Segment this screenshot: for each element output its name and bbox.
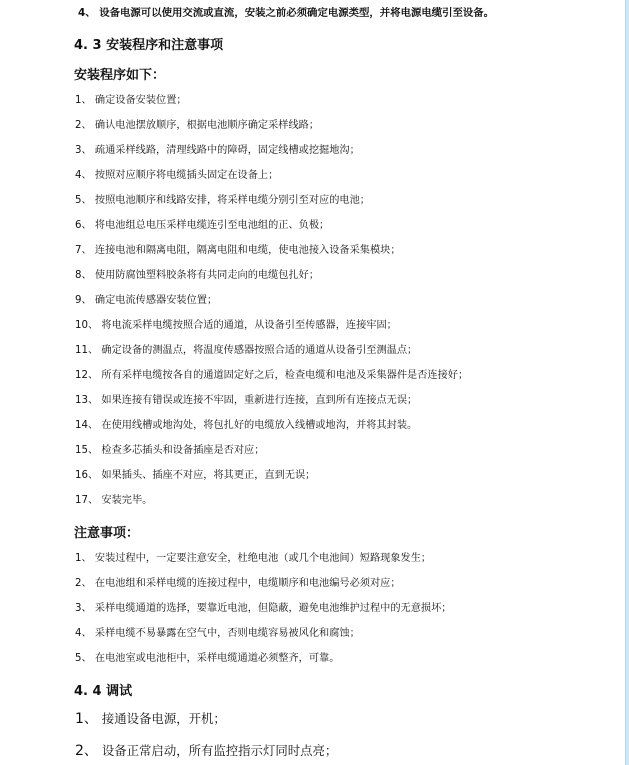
debug-step — [75, 712, 226, 726]
install-procedure-heading: 安装程序如下： — [74, 68, 166, 83]
debug-step-number: 1、 — [75, 711, 98, 727]
install-step: 3、 疏通采样线路，清理线路中的障碍，固定线槽或挖掘地沟； — [75, 145, 360, 156]
install-step: 11、 确定设备的测温点，将温度传感器按照合适的通道从设备引至测温点； — [75, 345, 418, 356]
install-step: 1、 确定设备安装位置； — [75, 95, 187, 106]
install-step: 4、 按照对应顺序将电缆插头固定在设备上； — [75, 170, 279, 181]
install-step: 6、 将电池组总电压采样电缆连引至电池组的正、负极； — [75, 220, 330, 231]
install-step: 9、 确定电流传感器安装位置； — [75, 295, 218, 306]
install-step: 14、 在使用线槽或地沟处，将包扎好的电缆放入线槽或地沟，并将其封装。 — [75, 420, 418, 431]
note-item: 2、 在电池组和采样电缆的连接过程中，电缆顺序和电池编号必须对应； — [75, 578, 401, 589]
install-step: 8、 使用防腐蚀塑料胶条将有共同走向的电缆包扎好； — [75, 270, 320, 281]
note-item: 3、 采样电缆通道的选择，要靠近电池，但隐蔽，避免电池维护过程中的无意损坏； — [75, 603, 452, 614]
note-item: 4、 采样电缆不易暴露在空气中，否则电缆容易被风化和腐蚀； — [75, 628, 360, 639]
install-step: 7、 连接电池和隔离电阻，隔离电阻和电缆，使电池接入设备采集模块； — [75, 245, 401, 256]
debug-step-number: 2、 — [75, 743, 98, 759]
install-step: 16、 如果插头、插座不对应，将其更正，直到无误； — [75, 470, 316, 481]
install-step: 17、 安装完毕。 — [75, 495, 153, 506]
note-item: 5、 在电池室或电池柜中，采样电缆通道必须整齐，可靠。 — [75, 653, 340, 664]
install-step: 5、 按照电池顺序和线路安排，将采样电缆分别引至对应的电池； — [75, 195, 370, 206]
install-step: 12、 所有采样电缆按各自的通道固定好之后，检查电缆和电池及采集器件是否连接好； — [75, 370, 469, 381]
install-step: 2、 确认电池摆放顺序，根据电池顺序确定采样线路； — [75, 120, 320, 131]
section-4-3-heading: 4. 3 安装程序和注意事项 — [74, 38, 224, 53]
debug-step-text: 设备正常启动，所有监控指示灯同时点亮； — [97, 743, 338, 758]
debug-step-text: 接通设备电源，开机； — [97, 711, 226, 726]
install-step: 15、 检查多芯插头和设备插座是否对应； — [75, 445, 265, 456]
debug-step — [75, 744, 337, 758]
power-source-paragraph: 4、 设备电源可以使用交流或直流，安装之前必须确定电源类型，并将电源电缆引至设备。 — [78, 7, 495, 19]
section-4-4-heading: 4. 4 调试 — [74, 684, 133, 699]
install-step: 13、 如果连接有错误或连接不牢固，重新进行连接，直到所有连接点无误； — [75, 395, 418, 406]
note-item: 1、 安装过程中，一定要注意安全，杜绝电池（或几个电池间）短路现象发生； — [75, 553, 432, 564]
install-step: 10、 将电流采样电缆按照合适的通道，从设备引至传感器，连接牢固； — [75, 320, 397, 331]
notes-heading: 注意事项： — [74, 526, 140, 541]
